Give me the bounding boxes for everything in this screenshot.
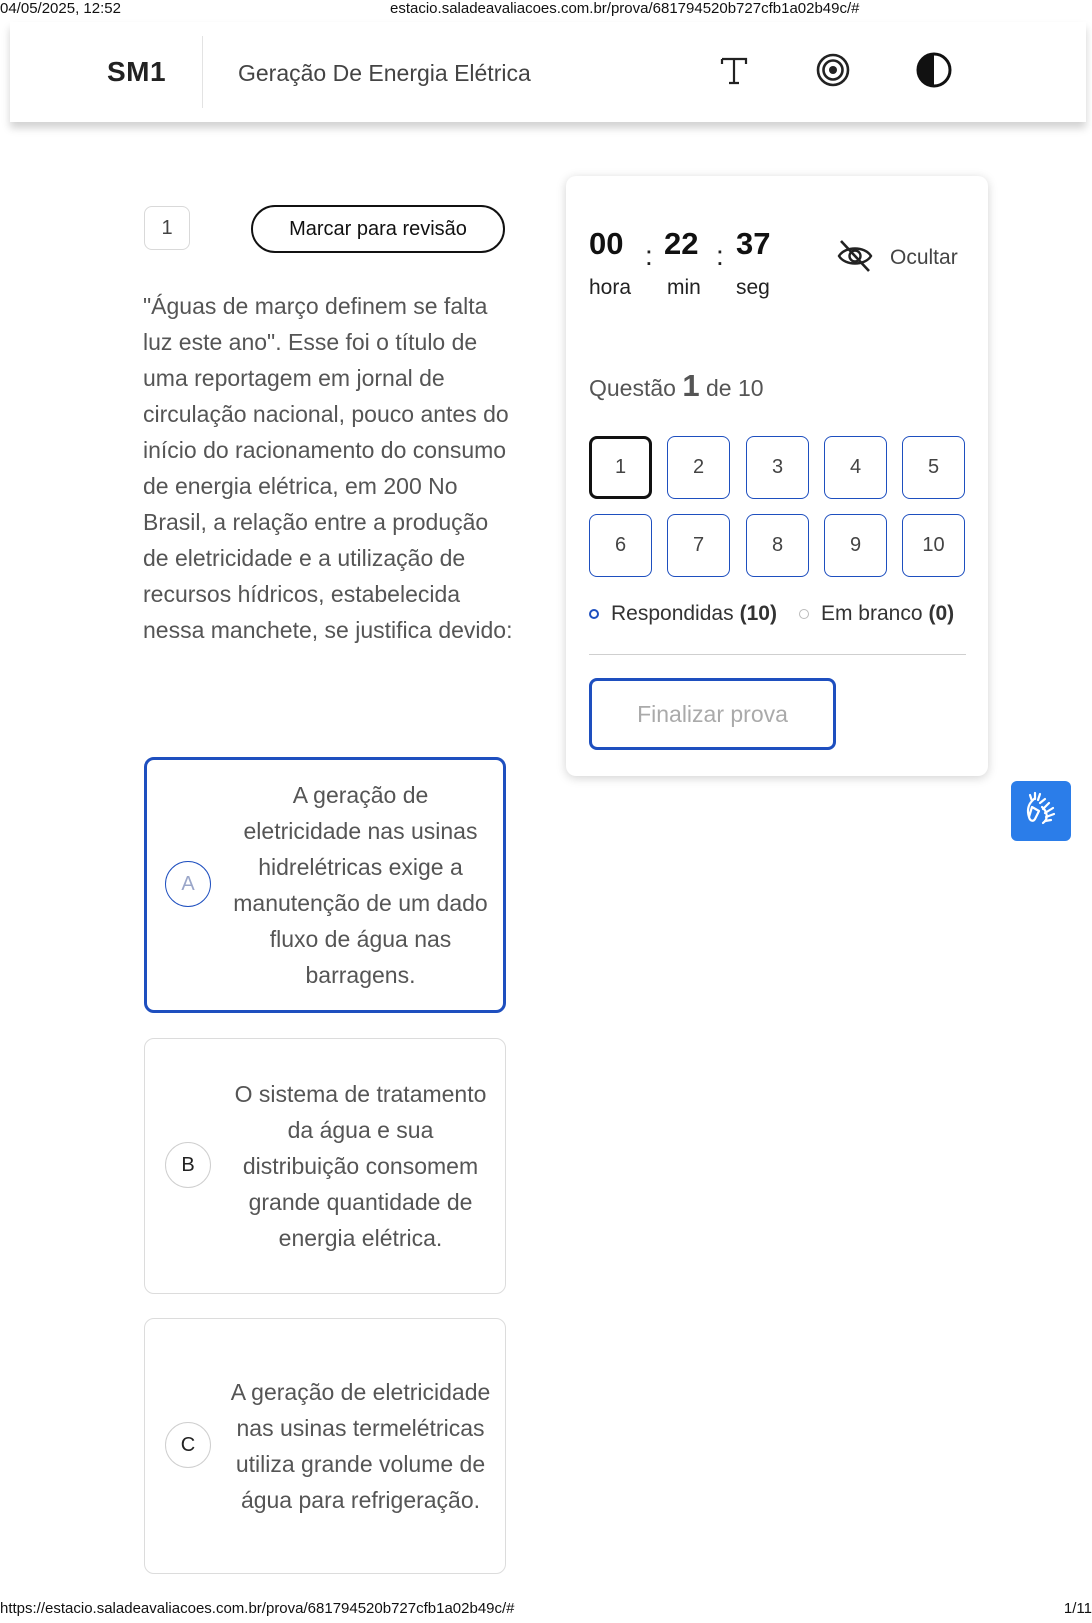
timer-separator: :: [716, 240, 724, 271]
question-nav-button[interactable]: 9: [824, 514, 887, 577]
option-letter: C: [165, 1422, 211, 1468]
print-header: [0, 0, 1092, 20]
question-nav-button[interactable]: 3: [746, 436, 809, 499]
print-datetime: 04/05/2025, 12:52: [0, 0, 121, 17]
blank-label: Em branco: [820, 602, 923, 625]
answered-count: (10): [739, 602, 777, 625]
question-nav-button[interactable]: 5: [902, 436, 965, 499]
timer-hours: 00: [589, 226, 624, 261]
print-page-number: 1/11: [1063, 1600, 1092, 1617]
hide-timer-label: Ocultar: [890, 246, 958, 269]
answered-label: Respondidas: [611, 602, 734, 625]
question-counter-current: 1: [682, 368, 700, 403]
question-counter-suffix: de 10: [705, 375, 764, 401]
option-text: O sistema de tratamento da água e sua distribuição consomem grande quantidade de energia elétrica.: [234, 1081, 487, 1251]
option-text: A geração de eletricidade nas usinas hidrelétricas exige a manutenção de um dado fluxo de água nas barragens.: [233, 782, 488, 988]
sign-language-hands-icon: [1021, 789, 1061, 834]
top-bar: [10, 22, 1086, 122]
question-nav-button[interactable]: 2: [667, 436, 730, 499]
print-url-title: estacio.saladeavaliacoes.com.br/prova/681794520b727cfb1a02b49c/#: [390, 0, 860, 17]
mark-for-review-button[interactable]: Marcar para revisão: [251, 205, 505, 253]
print-footer: [0, 1600, 1092, 1620]
option-text: A geração de eletricidade nas usinas termelétricas utiliza grande volume de água para refrigeração.: [230, 1379, 491, 1513]
option-letter: A: [165, 861, 211, 907]
brand-logo: SM1: [107, 56, 167, 87]
timer-minutes-label: min: [667, 276, 701, 299]
panel-divider: [589, 654, 966, 655]
finish-exam-button[interactable]: Finalizar prova: [589, 678, 836, 750]
question-nav-button[interactable]: 6: [589, 514, 652, 577]
timer-hours-label: hora: [589, 276, 632, 299]
blank-count: (0): [928, 602, 955, 625]
answered-dot-icon: [589, 609, 599, 619]
question-nav-button[interactable]: 10: [902, 514, 965, 577]
option-letter: B: [165, 1142, 211, 1188]
question-nav-button[interactable]: 8: [746, 514, 809, 577]
course-title: Geração De Energia Elétrica: [238, 60, 531, 86]
question-number: 1: [144, 206, 190, 250]
contrast-icon[interactable]: [912, 48, 956, 92]
blank-dot-icon: [799, 609, 809, 619]
question-nav-button[interactable]: 4: [824, 436, 887, 499]
answer-legend: [589, 602, 954, 626]
eye-off-icon: [836, 238, 874, 279]
print-footer-url: https://estacio.saladeavaliacoes.com.br/prova/681794520b727cfb1a02b49c/#: [0, 1600, 515, 1617]
timer-separator: :: [645, 240, 653, 271]
brand-divider: [202, 36, 203, 108]
timer-seconds: 37: [736, 226, 771, 261]
question-text: "Águas de março definem se falta luz este ano". Esse foi o título de uma reportagem em jornal de circulação nacional, pouco antes do início do racionamento do consumo de energia elétrica, em 200 No Brasil, a relação entre a produção de eletricidade e a utilização de recursos hídricos, estabelecida nessa manchete, se justifica devido:: [143, 293, 513, 643]
option-a[interactable]: [144, 757, 506, 1013]
question-counter: [589, 368, 764, 404]
exam-panel: [566, 176, 988, 776]
hide-timer-button[interactable]: [836, 238, 958, 278]
timer-seconds-label: seg: [736, 276, 770, 299]
timer-minutes: 22: [664, 226, 699, 261]
option-c[interactable]: [144, 1318, 506, 1574]
question-nav-button[interactable]: 1: [589, 436, 652, 499]
sign-language-button[interactable]: [1011, 781, 1071, 841]
target-icon[interactable]: [811, 48, 855, 92]
text-size-icon[interactable]: [712, 48, 756, 92]
option-b[interactable]: [144, 1038, 506, 1294]
question-counter-prefix: Questão: [589, 375, 676, 401]
question-nav-button[interactable]: 7: [667, 514, 730, 577]
